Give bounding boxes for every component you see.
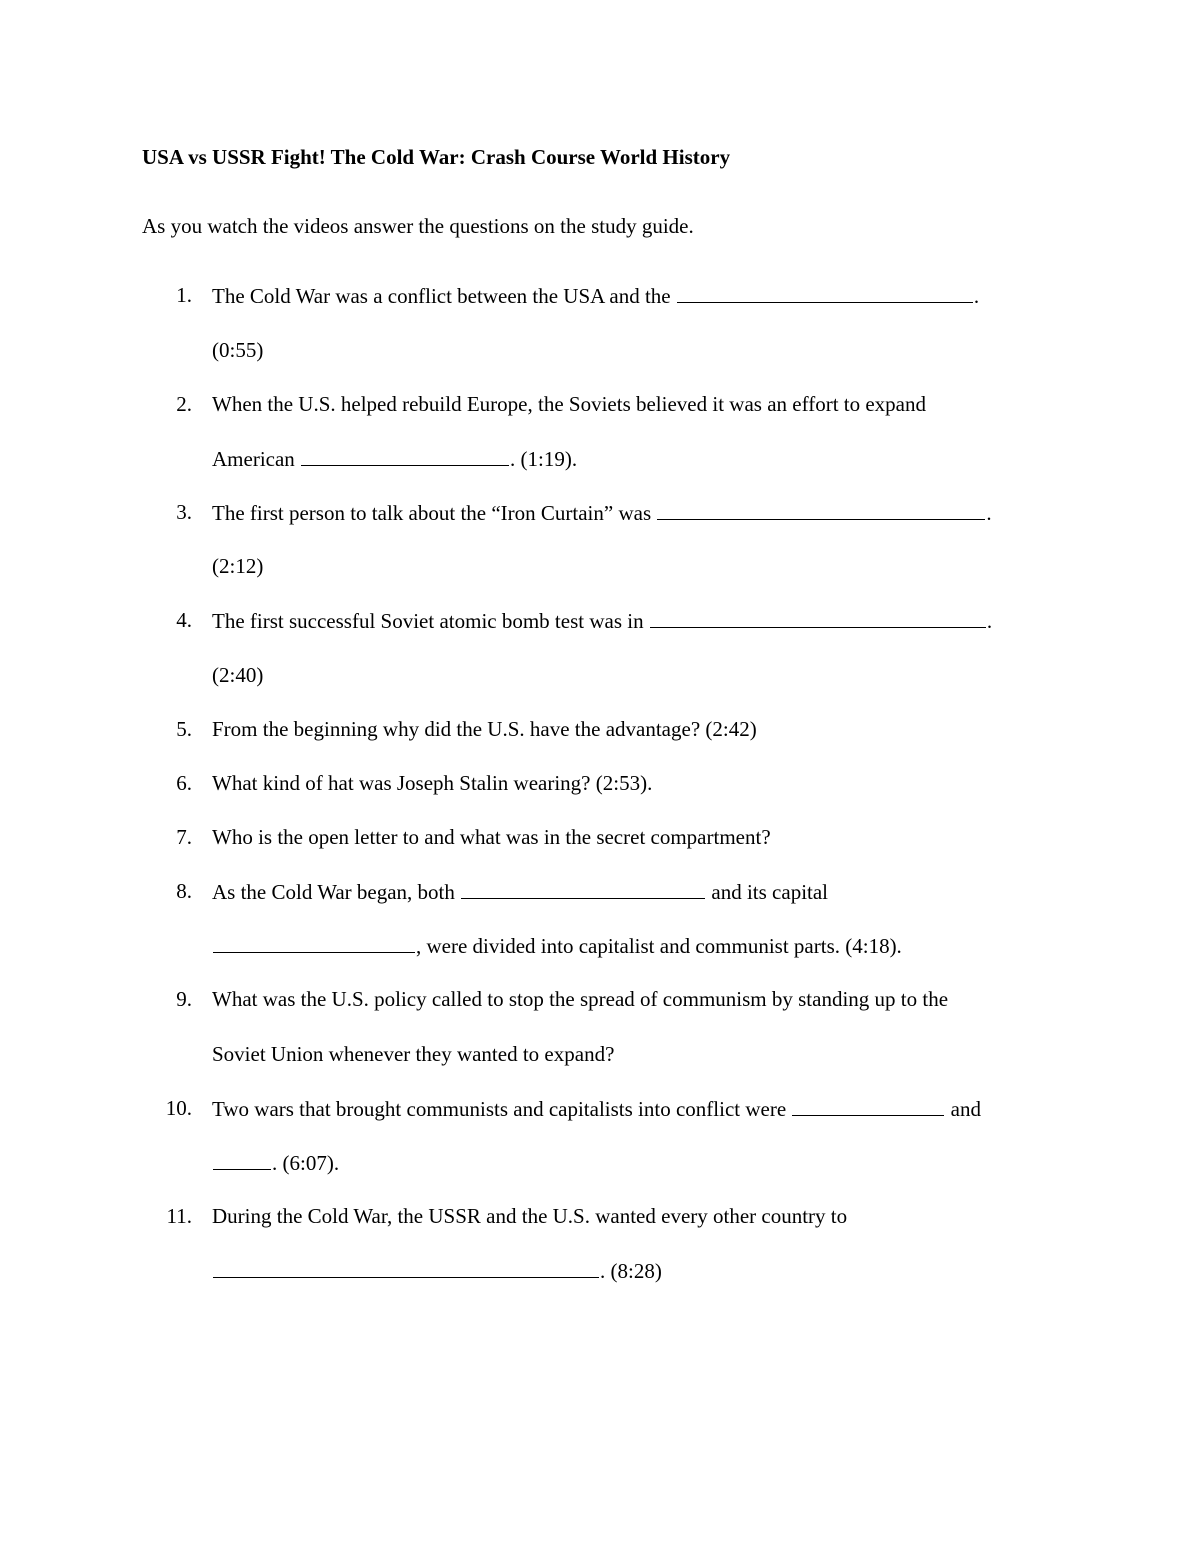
question-1-line-1 [212,281,979,310]
question-text: American [212,447,295,471]
question-7-line-1: Who is the open letter to and what was in the secret compartment? [212,825,771,849]
question-number: 10. [165,1096,192,1120]
question-text: and [950,1097,981,1121]
answer-blank[interactable] [213,1148,271,1170]
question-number: 1. [176,283,192,307]
answer-blank[interactable] [461,877,705,899]
question-8-line-2 [212,931,902,960]
question-3-line-1 [212,498,992,527]
answer-blank[interactable] [677,281,973,303]
question-number: 4. [176,608,192,632]
question-11-line-2 [212,1256,662,1285]
question-text: Two wars that brought communists and capitalists into conflict were [212,1097,787,1121]
question-9-line-1: What was the U.S. policy called to stop the spread of communism by standing up to the [212,987,949,1011]
worksheet-title: USA vs USSR Fight! The Cold War: Crash Course World History [142,145,731,169]
question-text: and its capital [711,880,829,904]
question-text: . [986,609,993,633]
question-number: 5. [176,717,192,741]
question-2-line-1: When the U.S. helped rebuild Europe, the Soviets believed it was an effort to expand [212,392,926,416]
question-text: . [986,501,992,525]
question-8-line-1 [212,877,828,906]
question-3-timestamp: (2:12) [212,554,264,578]
answer-blank[interactable] [792,1094,944,1116]
answer-blank[interactable] [213,931,415,953]
question-10-line-2 [212,1148,339,1177]
question-number: 8. [176,879,192,903]
question-6-line-1: What kind of hat was Joseph Stalin wearing? (2:53). [212,771,653,795]
question-11-line-1: During the Cold War, the USSR and the U.S. wanted every other country to [212,1204,848,1228]
question-text: The first successful Soviet atomic bomb test was in [212,609,644,633]
answer-blank[interactable] [301,444,509,466]
question-text: , were divided into capitalist and communist parts. (4:18). [416,934,902,958]
answer-blank[interactable] [657,498,985,520]
question-number: 2. [176,392,192,416]
question-number: 3. [176,500,192,524]
question-text: . (6:07). [272,1151,340,1175]
question-text: . [973,284,980,308]
question-1-timestamp: (0:55) [212,338,264,362]
question-number: 11. [166,1204,192,1228]
question-text: The first person to talk about the “Iron Curtain” was [212,501,652,525]
question-number: 6. [176,771,192,795]
answer-blank[interactable] [213,1256,599,1278]
question-number: 9. [176,987,192,1011]
question-9-line-2: Soviet Union whenever they wanted to expand? [212,1042,615,1066]
question-4-timestamp: (2:40) [212,663,264,687]
answer-blank[interactable] [650,606,986,628]
question-text: As the Cold War began, both [212,880,455,904]
question-10-line-1 [212,1094,981,1123]
question-number: 7. [176,825,192,849]
question-text: . (8:28) [600,1259,662,1283]
instructions-text: As you watch the videos answer the questions on the study guide. [142,214,694,238]
question-text: . (1:19). [510,447,578,471]
question-5-line-1: From the beginning why did the U.S. have the advantage? (2:42) [212,717,757,741]
question-text: The Cold War was a conflict between the USA and the [212,284,671,308]
question-4-line-1 [212,606,992,635]
question-2-line-2 [212,444,577,473]
